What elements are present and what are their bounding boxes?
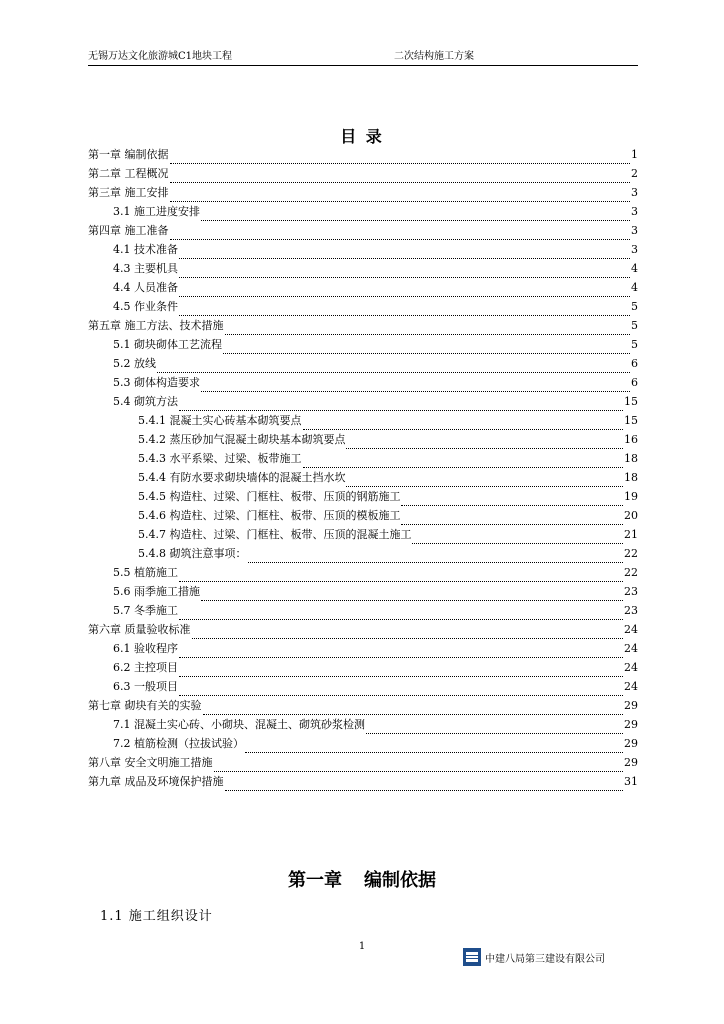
chapter-title: 编制依据 (364, 870, 436, 891)
toc-leader-dots (179, 263, 630, 278)
toc-leader-dots (223, 339, 630, 354)
toc-entry-label: 第二章 工程概况 (88, 167, 169, 180)
toc-entry-page: 16 (624, 433, 638, 446)
page-number: 1 (358, 941, 366, 952)
toc-entry-label: 3.1 施工进度安排 (113, 205, 200, 218)
chapter-heading (0, 866, 724, 892)
toc-entry-label: 5.4.3 水平系梁、过梁、板带施工 (138, 452, 302, 465)
toc-entry[interactable] (88, 183, 638, 202)
toc-entry-page: 23 (624, 585, 638, 598)
toc-leader-dots (201, 586, 623, 601)
toc-entry-page: 29 (624, 737, 638, 750)
toc-leader-dots (179, 301, 630, 316)
toc-entry-label: 5.1 砌块砌体工艺流程 (113, 338, 222, 351)
toc-leader-dots (179, 396, 623, 411)
toc-leader-dots (170, 149, 631, 164)
toc-entry-page: 24 (624, 680, 638, 693)
toc-entry-label: 第九章 成品及环境保护措施 (88, 775, 224, 788)
toc-entry[interactable] (88, 354, 638, 373)
toc-entry[interactable] (88, 164, 638, 183)
toc-entry[interactable] (88, 601, 638, 620)
toc-entry-page: 5 (631, 319, 638, 332)
toc-entry[interactable] (88, 715, 638, 734)
toc-leader-dots (179, 605, 623, 620)
toc-entry-page: 2 (631, 167, 638, 180)
toc-leader-dots (170, 225, 631, 240)
toc-leader-dots (192, 624, 624, 639)
toc-leader-dots (214, 757, 624, 772)
toc-entry[interactable] (88, 240, 638, 259)
toc-entry[interactable] (88, 373, 638, 392)
toc-entry-label: 5.4.4 有防水要求砌块墙体的混凝土挡水坎 (138, 471, 346, 484)
toc-leader-dots (401, 510, 623, 525)
toc-entry-page: 24 (624, 661, 638, 674)
toc-entry-label: 5.4.6 构造柱、过梁、门框柱、板带、压顶的模板施工 (138, 509, 401, 522)
toc-entry-label: 5.6 雨季施工措施 (113, 585, 200, 598)
toc-entry-page: 18 (624, 471, 638, 484)
toc-leader-dots (225, 776, 624, 791)
toc-leader-dots (401, 491, 623, 506)
toc-leader-dots (203, 700, 624, 715)
toc-entry[interactable] (88, 772, 638, 791)
toc-leader-dots (303, 453, 624, 468)
toc-entry-page: 19 (624, 490, 638, 503)
toc-entry[interactable] (88, 468, 638, 487)
toc-entry[interactable] (88, 430, 638, 449)
toc-leader-dots (201, 206, 630, 221)
footer-company (463, 948, 605, 966)
toc-entry[interactable] (88, 734, 638, 753)
toc-entry-page: 22 (624, 547, 638, 560)
toc-entry[interactable] (88, 411, 638, 430)
toc-leader-dots (225, 320, 631, 335)
toc-entry[interactable] (88, 639, 638, 658)
toc-entry[interactable] (88, 202, 638, 221)
toc-entry[interactable] (88, 506, 638, 525)
toc-entry[interactable] (88, 449, 638, 468)
toc-entry-label: 4.1 技术准备 (113, 243, 178, 256)
toc-entry-label: 6.3 一般项目 (113, 680, 178, 693)
toc-leader-dots (248, 548, 624, 563)
toc-entry-page: 15 (624, 414, 638, 427)
toc-entry-page: 24 (624, 642, 638, 655)
toc-entry-label: 5.2 放线 (113, 357, 156, 370)
toc-entry-page: 3 (631, 243, 638, 256)
toc-entry-label: 5.4.2 蒸压砂加气混凝土砌块基本砌筑要点 (138, 433, 346, 446)
toc-entry-label: 6.1 验收程序 (113, 642, 178, 655)
toc-entry-page: 5 (631, 338, 638, 351)
toc-entry[interactable] (88, 297, 638, 316)
toc-leader-dots (346, 434, 623, 449)
toc-entry-page: 1 (631, 148, 638, 161)
toc-entry-label: 第五章 施工方法、技术措施 (88, 319, 224, 332)
toc-leader-dots (179, 662, 623, 677)
toc-entry[interactable] (88, 658, 638, 677)
toc-leader-dots (170, 187, 631, 202)
toc-entry-page: 5 (631, 300, 638, 313)
toc-entry-label: 第六章 质量验收标准 (88, 623, 191, 636)
toc-leader-dots (303, 415, 624, 430)
toc-entry[interactable] (88, 335, 638, 354)
toc-entry-label: 5.4.7 构造柱、过梁、门框柱、板带、压顶的混凝土施工 (138, 528, 412, 541)
page-header (88, 50, 638, 66)
section-heading: 1.1 施工组织设计 (100, 909, 213, 924)
toc-leader-dots (179, 681, 623, 696)
toc-entry-page: 4 (631, 281, 638, 294)
toc-entry-label: 5.4.8 砌筑注意事项： (138, 547, 247, 560)
toc-entry-page: 31 (624, 775, 638, 788)
toc-leader-dots (366, 719, 623, 734)
toc-entry[interactable] (88, 278, 638, 297)
chapter-number: 第一章 (288, 870, 342, 891)
toc-entry-label: 第四章 施工准备 (88, 224, 169, 237)
toc-entry-page: 24 (624, 623, 638, 636)
toc-entry-label: 5.4 砌筑方法 (113, 395, 178, 408)
toc-entry-page: 29 (624, 756, 638, 769)
toc-entry-label: 第一章 编制依据 (88, 148, 169, 161)
toc-leader-dots (201, 377, 630, 392)
toc-leader-dots (157, 358, 630, 373)
toc-entry-page: 6 (631, 376, 638, 389)
toc-entry[interactable] (88, 563, 638, 582)
toc-entry[interactable] (88, 753, 638, 772)
toc-entry[interactable] (88, 696, 638, 715)
toc-entry-label: 第三章 施工安排 (88, 186, 169, 199)
toc-entry-label: 5.5 植筋施工 (113, 566, 178, 579)
toc-entry-page: 15 (624, 395, 638, 408)
header-document-title: 二次结构施工方案 (394, 51, 474, 62)
toc-entry[interactable] (88, 259, 638, 278)
toc-entry-label: 5.3 砌体构造要求 (113, 376, 200, 389)
toc-entry-page: 18 (624, 452, 638, 465)
toc-entry-page: 29 (624, 718, 638, 731)
company-logo-icon (463, 948, 481, 966)
toc-leader-dots (179, 643, 623, 658)
table-of-contents (88, 145, 638, 791)
toc-entry-label: 第七章 砌块有关的实验 (88, 699, 202, 712)
toc-entry-label: 7.2 植筋检测（拉拔试验） (113, 737, 244, 750)
toc-entry[interactable] (88, 145, 638, 164)
toc-entry[interactable] (88, 677, 638, 696)
company-name: 中建八局第三建设有限公司 (485, 953, 605, 965)
toc-entry-label: 4.3 主要机具 (113, 262, 178, 275)
toc-entry[interactable] (88, 620, 638, 639)
toc-entry-page: 23 (624, 604, 638, 617)
toc-entry-page: 3 (631, 186, 638, 199)
toc-entry-page: 3 (631, 224, 638, 237)
header-project-name: 无锡万达文化旅游城C1地块工程 (88, 51, 233, 62)
toc-entry-label: 7.1 混凝土实心砖、小砌块、混凝土、砌筑砂浆检测 (113, 718, 365, 731)
toc-entry-label: 5.4.5 构造柱、过梁、门框柱、板带、压顶的钢筋施工 (138, 490, 401, 503)
toc-entry-page: 3 (631, 205, 638, 218)
toc-leader-dots (245, 738, 623, 753)
toc-entry-label: 第八章 安全文明施工措施 (88, 756, 213, 769)
toc-entry[interactable] (88, 582, 638, 601)
toc-entry-page: 4 (631, 262, 638, 275)
toc-entry-page: 21 (624, 528, 638, 541)
toc-entry[interactable] (88, 316, 638, 335)
toc-entry-label: 6.2 主控项目 (113, 661, 178, 674)
toc-leader-dots (346, 472, 623, 487)
toc-entry-page: 29 (624, 699, 638, 712)
toc-entry[interactable] (88, 392, 638, 411)
toc-leader-dots (179, 244, 630, 259)
toc-leader-dots (179, 282, 630, 297)
toc-entry[interactable] (88, 487, 638, 506)
toc-entry-label: 5.7 冬季施工 (113, 604, 178, 617)
toc-entry-label: 4.5 作业条件 (113, 300, 178, 313)
toc-entry-page: 20 (624, 509, 638, 522)
toc-entry-label: 4.4 人员准备 (113, 281, 178, 294)
toc-leader-dots (412, 529, 623, 544)
toc-entry[interactable] (88, 221, 638, 240)
toc-entry-page: 6 (631, 357, 638, 370)
toc-leader-dots (170, 168, 631, 183)
toc-entry-label: 5.4.1 混凝土实心砖基本砌筑要点 (138, 414, 302, 427)
toc-entry-page: 22 (624, 566, 638, 579)
toc-leader-dots (179, 567, 623, 582)
toc-entry[interactable] (88, 544, 638, 563)
toc-entry[interactable] (88, 525, 638, 544)
toc-title: 目 录 (340, 127, 384, 146)
